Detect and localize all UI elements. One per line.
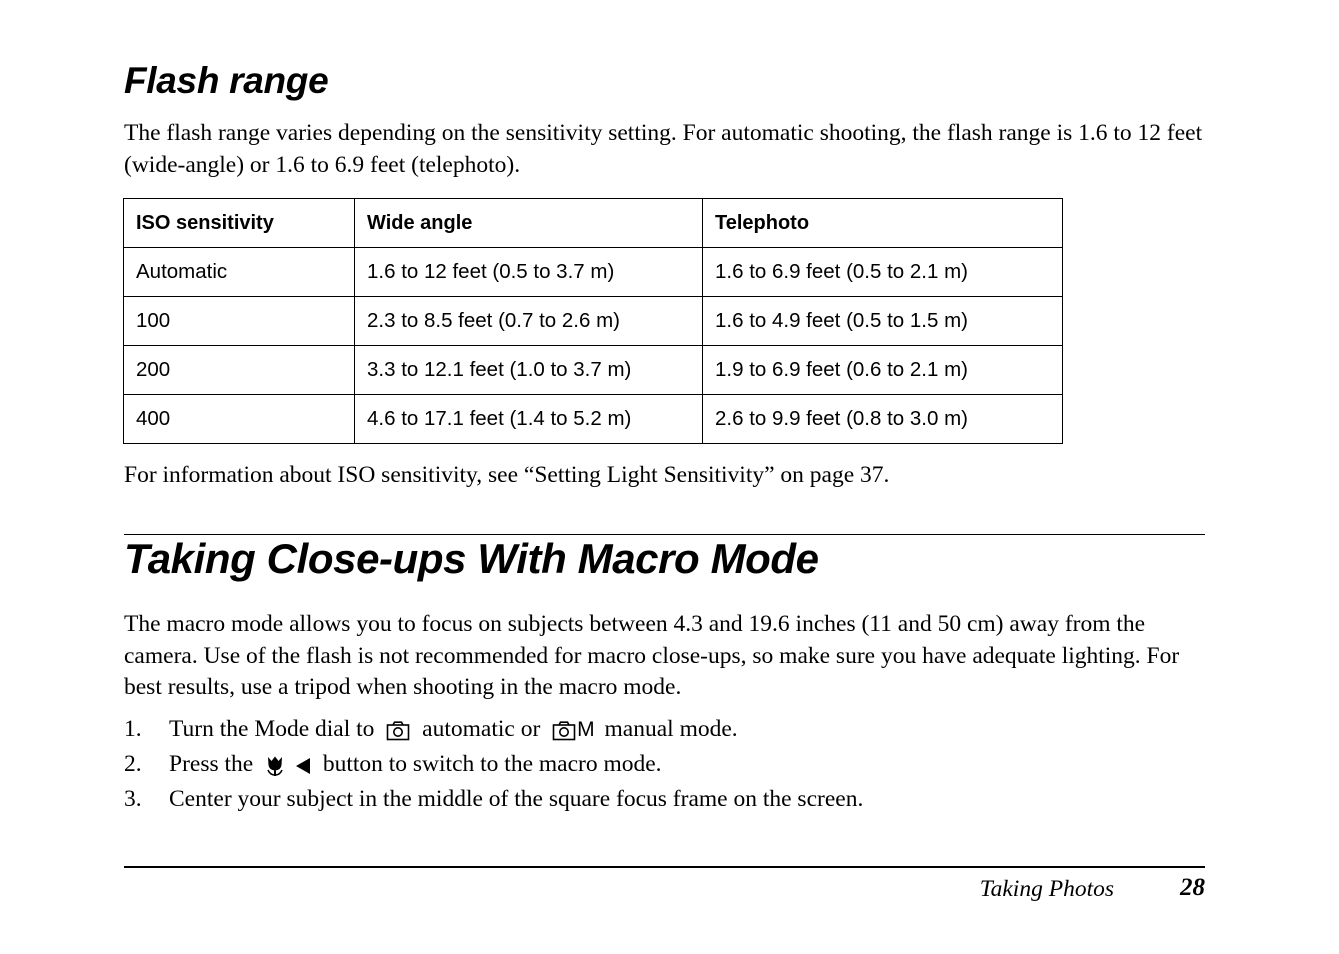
- step-text: Turn the Mode dial to: [169, 716, 375, 742]
- table-row: [124, 248, 1063, 297]
- step-text: automatic or: [422, 716, 541, 742]
- iso-info-text: For information about ISO sensitivity, see “Setting Light Sensitivity” on page 37.: [124, 462, 890, 488]
- table-cell-tele: 1.6 to 4.9 feet (0.5 to 1.5 m): [703, 297, 1063, 346]
- macro-mode-heading: Taking Close-ups With Macro Mode: [124, 535, 819, 582]
- table-header-tele: Telephoto: [703, 199, 1063, 248]
- table-header-wide: Wide angle: [355, 199, 703, 248]
- page-number: 28: [1180, 874, 1205, 901]
- left-arrow-icon: [295, 757, 311, 775]
- table-cell-wide: 2.3 to 8.5 feet (0.7 to 2.6 m): [355, 297, 703, 346]
- table-cell-tele: 1.9 to 6.9 feet (0.6 to 2.1 m): [703, 346, 1063, 395]
- table-cell-iso: 200: [124, 346, 355, 395]
- table-cell-iso: 400: [124, 395, 355, 444]
- list-item: [124, 713, 863, 748]
- camera-icon: [386, 721, 410, 741]
- footer-divider: [124, 866, 1205, 868]
- step-text: button to switch to the macro mode.: [322, 751, 662, 777]
- table-row: [124, 346, 1063, 395]
- step-number: 1.: [124, 716, 142, 742]
- flash-range-table: [123, 198, 1063, 444]
- table-row: [124, 395, 1063, 444]
- camera-manual-icon: [552, 721, 576, 741]
- step-text: manual mode.: [604, 716, 738, 742]
- footer-section-title: Taking Photos: [979, 876, 1114, 902]
- table-cell-iso: Automatic: [124, 248, 355, 297]
- table-cell-tele: 2.6 to 9.9 feet (0.8 to 3.0 m): [703, 395, 1063, 444]
- list-item: [124, 783, 863, 818]
- macro-steps-list: [124, 713, 863, 818]
- table-cell-wide: 1.6 to 12 feet (0.5 to 3.7 m): [355, 248, 703, 297]
- table-cell-wide: 4.6 to 17.1 feet (1.4 to 5.2 m): [355, 395, 703, 444]
- flash-range-intro: The flash range varies depending on the sensitivity setting. For automatic shooting, the flash range is 1.6 to 12 feet (wide-angle) or 1.6 to 6.9 feet (telephoto).: [124, 120, 1203, 178]
- step-number: 2.: [124, 751, 142, 777]
- table-row: [124, 297, 1063, 346]
- table-cell-wide: 3.3 to 12.1 feet (1.0 to 3.7 m): [355, 346, 703, 395]
- macro-mode-intro: The macro mode allows you to focus on subjects between 4.3 and 19.6 inches (11 and 50 cm) away from the camera. Use of the flash is not recommended for macro close-ups, so make sure you have adequate lighting. For best results, use a tripod when shooting in the macro mode.: [124, 611, 1180, 700]
- step-text: Center your subject in the middle of the square focus frame on the screen.: [169, 786, 864, 812]
- macro-tulip-icon: [265, 755, 285, 777]
- flash-range-heading: Flash range: [124, 60, 329, 101]
- table-header-row: [124, 199, 1063, 248]
- table-header-iso: ISO sensitivity: [124, 199, 355, 248]
- table-cell-iso: 100: [124, 297, 355, 346]
- manual-mode-letter: M: [577, 718, 595, 741]
- table-cell-tele: 1.6 to 6.9 feet (0.5 to 2.1 m): [703, 248, 1063, 297]
- step-text: Press the: [169, 751, 254, 777]
- list-item: [124, 748, 863, 783]
- step-number: 3.: [124, 786, 142, 812]
